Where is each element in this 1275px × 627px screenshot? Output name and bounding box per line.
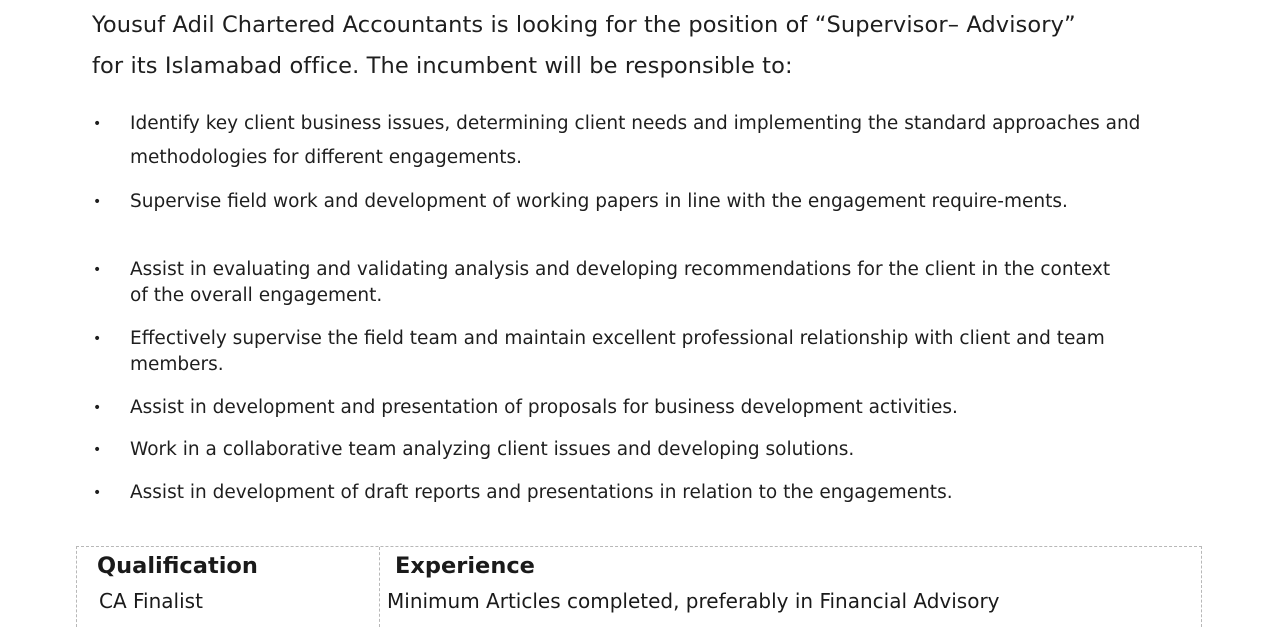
job-intro-paragraph: Yousuf Adil Chartered Accountants is looking for the position of “Supervisor– Advisory” for its Islamabad office. The incumbent will be responsible to: <box>92 12 1076 79</box>
qualification-cell: CA Finalist <box>99 589 203 613</box>
responsibility-text: Effectively supervise the field team and maintain excellent professional relationship with client and team members. <box>130 328 1105 375</box>
column-divider <box>379 547 380 627</box>
responsibility-text: Work in a collaborative team analyzing client issues and developing solutions. <box>130 439 855 460</box>
bullet-icon: • <box>93 485 102 501</box>
experience-header: Experience <box>395 553 535 579</box>
bullet-icon: • <box>93 262 102 278</box>
responsibility-text: Identify key client business issues, determining client needs and implementing the standard approaches and methodologies for different engagements. <box>130 113 1141 168</box>
responsibility-text: Assist in development and presentation of proposals for business development activities. <box>130 397 958 418</box>
responsibility-text: Assist in evaluating and validating analysis and developing recommendations for the client in the context of the overall engagement. <box>130 259 1111 306</box>
bullet-icon: • <box>93 116 102 132</box>
experience-cell: Minimum Articles completed, preferably in Financial Advisory <box>387 589 1000 613</box>
responsibility-text: Assist in development of draft reports and presentations in relation to the engagements. <box>130 482 953 503</box>
qualification-experience-table <box>76 546 1202 627</box>
responsibility-text: Supervise field work and development of working papers in line with the engagement require-ments. <box>130 191 1068 212</box>
bullet-icon: • <box>93 442 102 458</box>
bullet-icon: • <box>93 400 102 416</box>
bullet-icon: • <box>93 194 102 210</box>
bullet-icon: • <box>93 331 102 347</box>
qualification-header: Qualification <box>97 553 258 579</box>
